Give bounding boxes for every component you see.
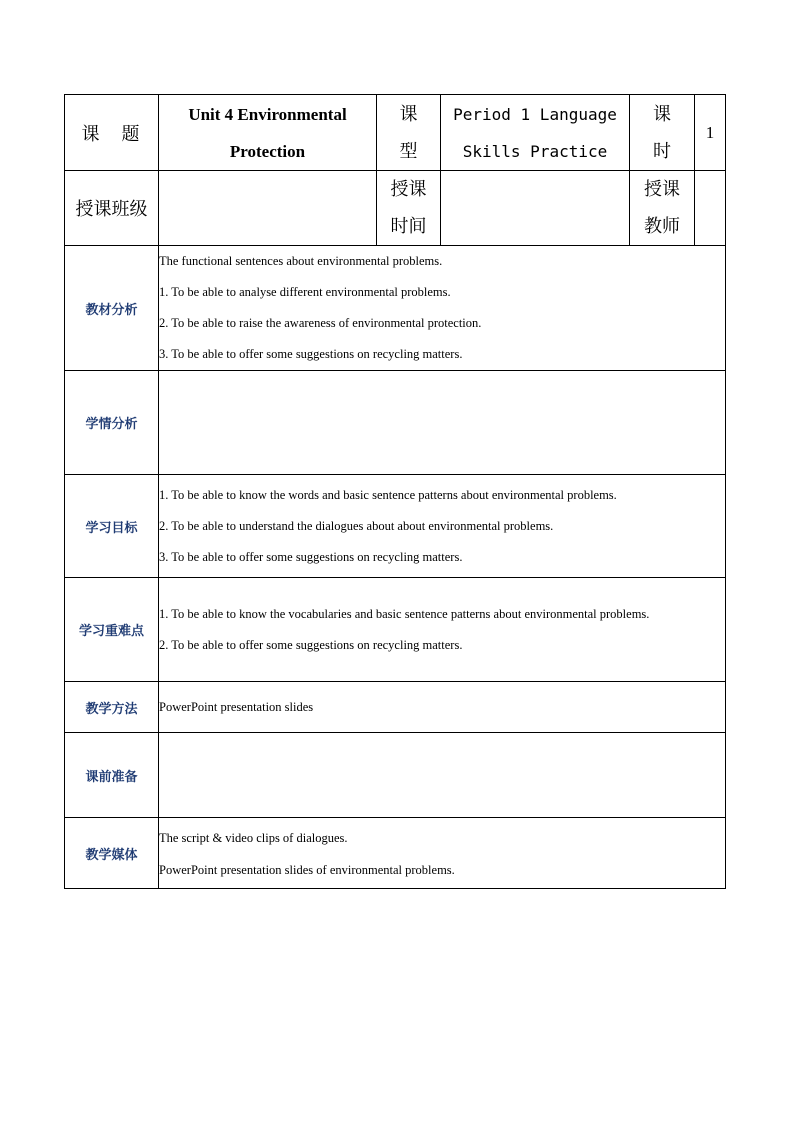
time-label-2: 时间: [390, 216, 427, 236]
topic-value: [159, 95, 377, 171]
type-value-line2: Skills Practice: [462, 141, 608, 161]
objectives-line: 1. To be able to know the words and basic sentence patterns about environmental problems.: [159, 487, 617, 502]
type-value: [441, 95, 630, 171]
teacher-label-1: 授课: [644, 179, 680, 199]
hours-label-2: 时: [653, 140, 671, 161]
type-label: [377, 95, 441, 171]
methods-row: [65, 682, 726, 733]
material-row: [65, 246, 726, 371]
keypoints-content: [159, 578, 726, 682]
material-line: 3. To be able to offer some suggestions on recycling matters.: [159, 347, 463, 361]
preparation-label: 课前准备: [65, 733, 159, 818]
media-row: [65, 818, 726, 889]
class-value[interactable]: [159, 171, 377, 246]
material-line: The functional sentences about environmental problems.: [159, 254, 443, 268]
hours-value: 1: [695, 95, 726, 171]
topic-label: 课 题: [65, 95, 159, 171]
preparation-row: [65, 733, 726, 818]
objectives-label: 学习目标: [65, 475, 159, 578]
methods-line: PowerPoint presentation slides: [159, 699, 314, 714]
objectives-line: 2. To be able to understand the dialogues about about environmental problems.: [159, 518, 554, 533]
topic-value-line2: Protection: [229, 141, 306, 161]
class-label: 授课班级: [65, 171, 159, 246]
objectives-content: [159, 475, 726, 578]
media-line: The script & video clips of dialogues.: [159, 831, 348, 845]
material-content: [159, 246, 726, 371]
type-label-1: 课: [399, 103, 418, 124]
objectives-row: [65, 475, 726, 578]
type-value-line1: Period 1 Language: [453, 104, 617, 124]
time-value[interactable]: [441, 171, 630, 246]
keypoints-line: 1. To be able to know the vocabularies and basic sentence patterns about environmental problems.: [159, 606, 650, 621]
teacher-label: [630, 171, 695, 246]
material-label: 教材分析: [65, 246, 159, 371]
keypoints-label: 学习重难点: [65, 578, 159, 682]
keypoints-row: [65, 578, 726, 682]
time-label: [377, 171, 441, 246]
methods-content: [159, 682, 726, 733]
header-row-2: [65, 171, 726, 246]
media-content: [159, 818, 726, 889]
teacher-label-2: 教师: [644, 216, 680, 236]
header-row-1: [65, 95, 726, 171]
time-label-1: 授课: [390, 179, 427, 199]
hours-label-1: 课: [653, 103, 671, 124]
methods-label: 教学方法: [65, 682, 159, 733]
material-line: 2. To be able to raise the awareness of environmental protection.: [159, 316, 482, 330]
students-content[interactable]: [159, 371, 726, 475]
hours-label: [630, 95, 695, 171]
media-label: 教学媒体: [65, 818, 159, 889]
keypoints-line: 2. To be able to offer some suggestions on recycling matters.: [159, 637, 463, 652]
lesson-plan-table: [64, 94, 726, 889]
objectives-line: 3. To be able to offer some suggestions on recycling matters.: [159, 549, 463, 564]
media-line: PowerPoint presentation slides of environmental problems.: [159, 863, 455, 877]
material-line: 1. To be able to analyse different environmental problems.: [159, 285, 451, 299]
preparation-content[interactable]: [159, 733, 726, 818]
students-row: [65, 371, 726, 475]
type-label-2: 型: [399, 140, 418, 161]
students-label: 学情分析: [65, 371, 159, 475]
teacher-value[interactable]: [695, 171, 726, 246]
topic-value-line1: Unit 4 Environmental: [188, 104, 347, 124]
